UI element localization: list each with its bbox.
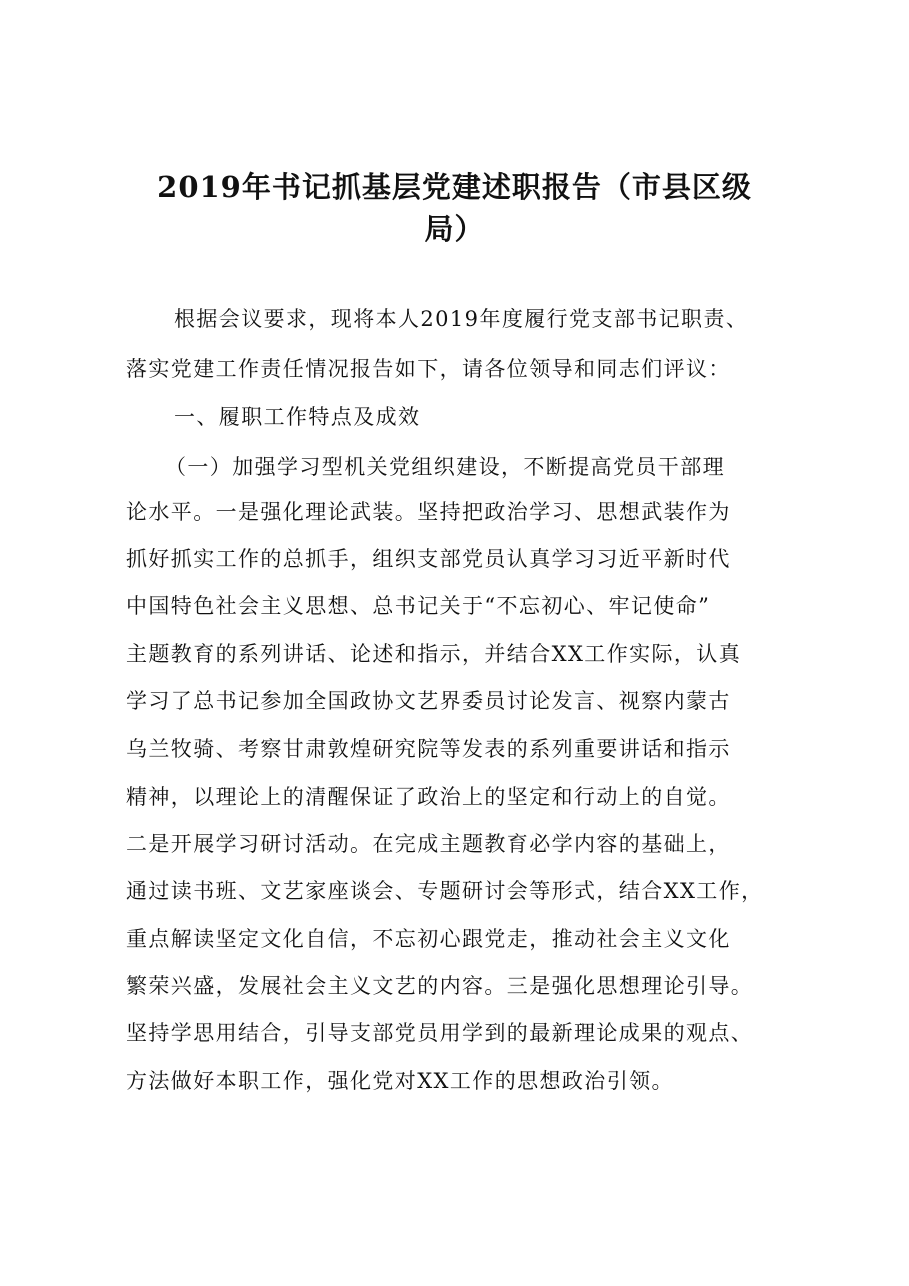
intro-paragraph-line-2: 落实党建工作责任情况报告如下，请各位领导和同志们评议： (126, 357, 731, 381)
body-paragraph-line-7: 乌兰牧骑、考察甘肃敦煌研究院等发表的系列重要讲话和指示 (126, 737, 731, 761)
body-paragraph-line-4: 中国特色社会主义思想、总书记关于“不忘初心、牢记使命” (126, 594, 711, 618)
body-paragraph-line-1: （一）加强学习型机关党组织建设，不断提高党员干部理 (165, 455, 725, 479)
body-paragraph-line-13: 坚持学思用结合，引导支部党员用学到的最新理论成果的观点、 (126, 1021, 754, 1045)
body-paragraph-line-3: 抓好抓实工作的总抓手，组织支部党员认真学习习近平新时代 (126, 547, 731, 571)
body-paragraph-line-10: 通过读书班、文艺家座谈会、专题研讨会等形式，结合XX工作， (126, 879, 764, 903)
document-title-line-1: 2019年书记抓基层党建述职报告（市县区级 (157, 170, 752, 204)
document-title-line-2: 局） (424, 212, 485, 246)
section-heading-1: 一、履职工作特点及成效 (174, 405, 421, 429)
body-paragraph-line-9: 二是开展学习研讨活动。在完成主题教育必学内容的基础上， (126, 832, 731, 856)
body-paragraph-line-2: 论水平。一是强化理论武装。坚持把政治学习、思想武装作为 (126, 500, 731, 524)
body-paragraph-line-12: 繁荣兴盛，发展社会主义文艺的内容。三是强化思想理论引导。 (126, 974, 754, 998)
body-paragraph-line-6: 学习了总书记参加全国政协文艺界委员讨论发言、视察内蒙古 (126, 689, 731, 713)
body-paragraph-line-5: 主题教育的系列讲话、论述和指示，并结合XX工作实际，认真 (126, 642, 742, 666)
body-paragraph-line-14: 方法做好本职工作，强化党对XX工作的思想政治引领。 (126, 1069, 674, 1093)
body-paragraph-line-11: 重点解读坚定文化自信，不忘初心跟党走，推动社会主义文化 (126, 927, 731, 951)
body-paragraph-line-8: 精神，以理论上的清醒保证了政治上的坚定和行动上的自觉。 (126, 785, 731, 809)
intro-paragraph-line-1: 根据会议要求，现将本人2019年度履行党支部书记职责、 (174, 307, 749, 331)
